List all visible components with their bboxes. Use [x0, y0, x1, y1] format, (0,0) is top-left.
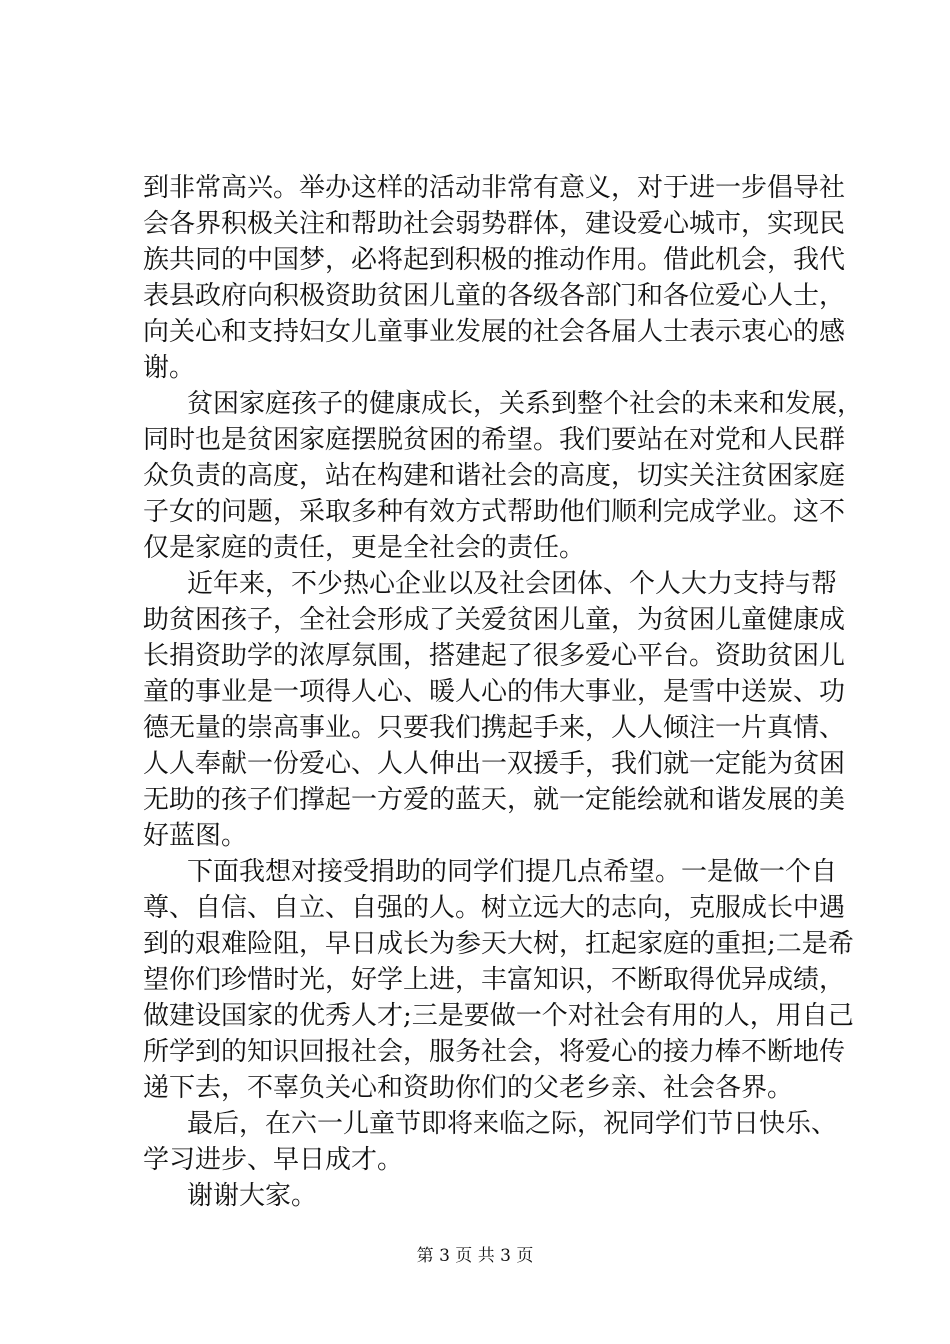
text-line: 谢。	[143, 353, 196, 383]
text-line: 子女的问题，采取多种有效方式帮助他们顺利完成学业。这不	[143, 497, 846, 527]
text-line: 童的事业是一项得人心、暖人心的伟大事业，是雪中送炭、功	[143, 677, 846, 707]
text-line: 众负责的高度，站在构建和谐社会的高度，切实关注贫困家庭	[143, 461, 846, 491]
document-body	[143, 170, 864, 1214]
text-line: 最后，在六一儿童节即将来临之际，祝同学们节日快乐、	[187, 1109, 838, 1139]
text-line: 递下去，不辜负关心和资助你们的父老乡亲、社会各界。	[143, 1073, 794, 1103]
text-line: 到的艰难险阻，早日成长为参天大树，扛起家庭的重担;二是希	[143, 929, 854, 959]
text-line: 无助的孩子们撑起一方爱的蓝天，就一定能绘就和谐发展的美	[143, 785, 846, 815]
text-line: 近年来，不少热心企业以及社会团体、个人大力支持与帮	[187, 569, 838, 599]
text-line: 尊、自信、自立、自强的人。树立远大的志向，克服成长中遇	[143, 893, 846, 923]
text-line: 同时也是贫困家庭摆脱贫困的希望。我们要站在对党和人民群	[143, 425, 846, 455]
text-line: 德无量的崇高事业。只要我们携起手来，人人倾注一片真情、	[143, 713, 846, 743]
text-line: 所学到的知识回报社会，服务社会，将爱心的接力棒不断地传	[143, 1037, 846, 1067]
text-line: 下面我想对接受捐助的同学们提几点希望。一是做一个自	[187, 857, 838, 887]
text-line: 长捐资助学的浓厚氛围，搭建起了很多爱心平台。资助贫困儿	[143, 641, 846, 671]
text-line: 谢谢大家。	[187, 1181, 318, 1211]
text-line: 到非常高兴。举办这样的活动非常有意义，对于进一步倡导社	[143, 173, 846, 203]
page-footer: 第 3 页 共 3 页	[416, 1246, 534, 1266]
text-line: 族共同的中国梦，必将起到积极的推动作用。借此机会，我代	[143, 245, 846, 275]
text-line: 好蓝图。	[143, 821, 248, 851]
text-line: 望你们珍惜时光，好学上进，丰富知识，不断取得优异成绩，	[143, 965, 846, 995]
text-line: 学习进步、早日成才。	[143, 1145, 404, 1175]
text-line: 仅是家庭的责任，更是全社会的责任。	[143, 533, 586, 563]
text-line: 助贫困孩子，全社会形成了关爱贫困儿童，为贫困儿童健康成	[143, 605, 846, 635]
text-line: 向关心和支持妇女儿童事业发展的社会各届人士表示衷心的感	[143, 317, 846, 347]
text-line: 会各界积极关注和帮助社会弱势群体，建设爱心城市，实现民	[143, 209, 846, 239]
text-line: 表县政府向积极资助贫困儿童的各级各部门和各位爱心人士，	[143, 281, 846, 311]
text-line: 贫困家庭孩子的健康成长，关系到整个社会的未来和发展，	[187, 389, 864, 419]
text-line: 做建设国家的优秀人才;三是要做一个对社会有用的人，用自己	[143, 1001, 854, 1031]
text-line: 人人奉献一份爱心、人人伸出一双援手，我们就一定能为贫困	[143, 749, 846, 779]
